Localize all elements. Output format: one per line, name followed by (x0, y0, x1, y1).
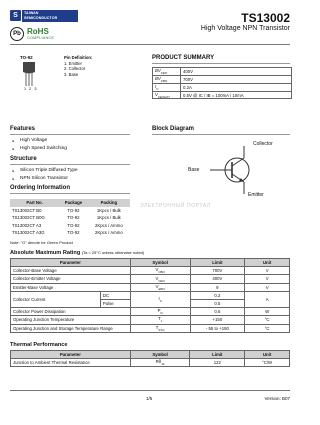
column-header: Unit (245, 351, 290, 359)
summary-param: $V_{CE(SAT)}$ (153, 91, 181, 99)
table-row (11, 308, 290, 316)
ordering-row (10, 207, 130, 215)
sub-param-cell: Pulse (100, 299, 130, 307)
table-row (11, 316, 290, 324)
table-row (11, 283, 290, 291)
block-diagram-title: Block Diagram (152, 126, 195, 132)
structure-list (12, 167, 78, 183)
page-title: TS13002 (241, 11, 290, 25)
pin-1: 1. Emitter (64, 60, 82, 66)
column-header: Symbol (130, 351, 190, 359)
table-row (11, 275, 290, 283)
table-row (11, 267, 290, 275)
header-divider (10, 44, 290, 45)
summary-value: 400V (181, 68, 292, 76)
feature-item: ● High Voltage (12, 137, 67, 145)
thermal-title: Thermal Performance (10, 342, 68, 348)
param-cell: Collector-Emitter Voltage (11, 275, 131, 283)
symbol-cell: $V_{CBO}$ (130, 267, 190, 275)
company-logo: S (10, 10, 21, 21)
limit-cell: 0.2 (190, 291, 245, 299)
footer-divider (10, 390, 290, 391)
unit-cell: W (245, 308, 290, 316)
column-header: Parameter (11, 351, 131, 359)
column-header: Parameter (11, 259, 131, 267)
ordering-part: TS13002CT A3G (12, 230, 45, 236)
unit-cell: V (245, 283, 290, 291)
company-line1: TAIWAN (24, 11, 39, 15)
column-header: Symbol (130, 259, 190, 267)
summary-param: $BV_{CEO}$ (153, 68, 181, 76)
ordering-package: TO-92 (67, 222, 80, 228)
ordering-header-row (10, 199, 130, 207)
product-summary-table (152, 67, 292, 99)
ordering-part: TS13002CT B0G (12, 215, 45, 221)
limit-cell: 0.6 (190, 308, 245, 316)
page-subtitle: High Voltage NPN Transistor (200, 25, 290, 32)
param-cell: Operating Junction and Storage Temperature Range (11, 324, 131, 332)
to92-package-icon (20, 61, 38, 87)
limit-cell: 400V (190, 275, 245, 283)
unit-cell: °C (245, 316, 290, 324)
ordering-package: TO-92 (67, 230, 80, 236)
param-cell: Operating Junction Temperature (11, 316, 131, 324)
product-summary-divider (152, 63, 290, 64)
summary-param: $BV_{CBO}$ (153, 75, 181, 83)
page-number: 1/5 (146, 396, 153, 401)
features-divider (10, 134, 130, 135)
structure-divider (10, 164, 130, 165)
table-row (11, 359, 290, 367)
ordering-packing: 2Kpcs / Ammo (95, 230, 123, 236)
rohs-compliance: COMPLIANCE (27, 36, 55, 40)
ordering-row (10, 229, 130, 237)
ordering-divider (10, 193, 130, 194)
param-cell: Emitter-Base Voltage (11, 283, 131, 291)
absolute-max-table (10, 258, 290, 333)
limit-cell: 122 (190, 359, 245, 367)
pb-free-icon: Pb (10, 27, 24, 41)
version-label: Version: B07 (264, 396, 290, 401)
summary-row (153, 91, 292, 99)
absolute-max-title (10, 250, 144, 256)
emitter-label: Emitter (248, 192, 264, 198)
ordering-note: Note: "G" denote for Green Product (10, 240, 73, 245)
ordering-table (10, 199, 130, 237)
pin-numbers: 1 2 3 (24, 87, 38, 91)
structure-title: Structure (10, 156, 37, 162)
param-cell: Collector Power Dissipation (11, 308, 131, 316)
symbol-cell: $V_{CEO}$ (130, 275, 190, 283)
table-row (11, 324, 290, 332)
unit-cell: A (245, 291, 290, 307)
collector-label: Collector (253, 141, 273, 147)
param-cell: Junction to Ambient Thermal Resistance (11, 359, 131, 367)
symbol-cell: $I_C$ (130, 291, 190, 307)
summary-param: $I_C$ (153, 83, 181, 91)
pin-3: 3. Base (64, 71, 79, 77)
param-cell: Collector-Base Voltage (11, 267, 131, 275)
symbol-cell: $T_{STG}$ (130, 324, 190, 332)
symbol-cell: $P_D$ (130, 308, 190, 316)
summary-row (153, 83, 292, 91)
limit-cell: 0.5 (190, 299, 245, 307)
ordering-title: Ordering Information (10, 185, 70, 191)
summary-row (153, 75, 292, 83)
rohs-label: RoHS (27, 27, 49, 36)
symbol-cell: $T_J$ (130, 316, 190, 324)
summary-value: 0.2A (181, 83, 292, 91)
block-diagram-divider (152, 134, 290, 135)
unit-cell: °C (245, 324, 290, 332)
ordering-row (10, 214, 130, 222)
column-header: Unit (245, 259, 290, 267)
ordering-header: Packing (88, 199, 130, 207)
ordering-row (10, 222, 130, 230)
unit-cell: V (245, 267, 290, 275)
summary-value: 700V (181, 75, 292, 83)
features-list (12, 137, 67, 153)
absolute-max-condition: (Ta = 25°C unless otherwise noted) (81, 250, 145, 255)
ordering-packing: 2Kpcs / Ammo (95, 222, 123, 228)
product-summary-title: PRODUCT SUMMARY (152, 55, 215, 61)
pin-2: 2. Collector (64, 66, 86, 71)
ordering-packing: 1Kpcs / Bulk (96, 207, 121, 213)
limit-cell: - 55 to +150 (190, 324, 245, 332)
param-cell: Collector Current (11, 291, 101, 307)
limit-cell: 9 (190, 283, 245, 291)
pin-definition (64, 55, 92, 77)
table-header-row (11, 259, 290, 267)
structure-item: ● Silicon Triple Diffused Type (12, 167, 78, 175)
company-name-banner (22, 10, 78, 22)
column-header: Limit (190, 351, 245, 359)
ordering-packing: 1Kpcs / Bulk (96, 215, 121, 221)
unit-cell: °C/W (245, 359, 290, 367)
ordering-header: Part No. (10, 199, 59, 207)
thermal-table (10, 350, 290, 367)
limit-cell: +150 (190, 316, 245, 324)
npn-transistor-symbol-icon (200, 138, 270, 198)
ordering-part: TS13002CT B0 (12, 207, 42, 213)
unit-cell: V (245, 275, 290, 283)
summary-row (153, 68, 292, 76)
absolute-max-heading: Absolute Maximum Rating (10, 250, 81, 256)
ordering-part: TS13002CT A3 (12, 222, 42, 228)
summary-value: 0.5V @ IC / IB = 100mA / 10mA (181, 91, 292, 99)
table-row (11, 291, 290, 299)
limit-cell: 700V (190, 267, 245, 275)
ordering-package: TO-92 (67, 215, 80, 221)
package-name: TO-92 (20, 55, 33, 60)
structure-item: ● NPN Silicon Transistor (12, 175, 78, 183)
feature-item: ● High Speed Switching (12, 145, 67, 153)
features-title: Features (10, 126, 36, 132)
ordering-package: TO-92 (67, 207, 80, 213)
watermark: ЭЛЕКТРОННЫЙ ПОРТАЛ (140, 203, 211, 209)
sub-param-cell: DC (100, 291, 130, 299)
pin-definition-title: Pin Definition: (64, 55, 93, 60)
symbol-cell: $V_{EBO}$ (130, 283, 190, 291)
company-line2: SEMICONDUCTOR (24, 15, 58, 20)
ordering-header: Package (59, 199, 88, 207)
column-header: Limit (190, 259, 245, 267)
base-label: Base (188, 167, 200, 173)
table-header-row (11, 351, 290, 359)
symbol-cell: $R\theta_{JA}$ (130, 359, 190, 367)
